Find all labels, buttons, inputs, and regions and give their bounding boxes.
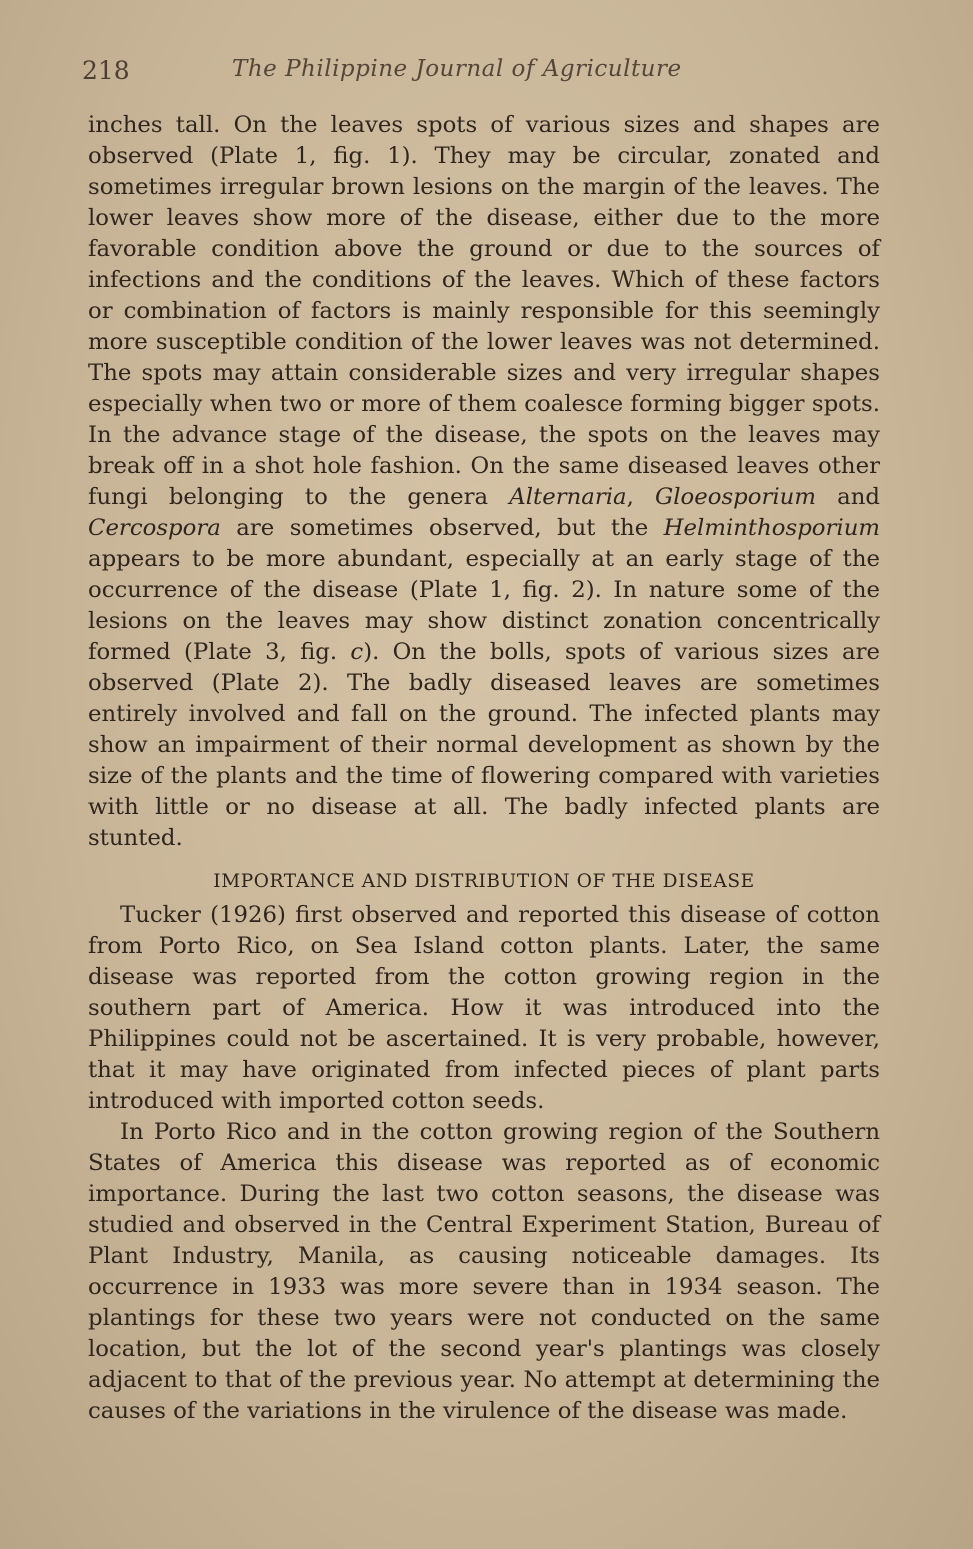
paragraph-importance: In Porto Rico and in the cotton growing region of the Southern States of America this disease was reported as of economic importance. During the last two cotton seasons, the disease was studied and observed in the Central Experiment Station, Bureau of Plant Industry, Manila, as causing noticeable damages. Its occurrence in 1933 was more severe than in 1934 season. The plantings for these two years were not conducted on the same location, but the lot of the second year's plantings was closely adjacent to that of the previous year. No attempt at determining the causes of the variations in the virulence of the disease was made. bbox=[88, 1119, 880, 1424]
genus-name: Helminthosporium bbox=[663, 515, 880, 541]
running-title: The Philippine Journal of Agriculture bbox=[232, 56, 682, 82]
paragraph-history: Tucker (1926) first observed and reported this disease of cotton from Porto Rico, on Sea Island cotton plants. Later, the same disease was reported from the cotton growing region in the southern part of America. How it was introduced into the Philippines could not be ascertained. It is very probable, however, that it may have originated from infected pieces of plant parts introduced with imported cotton seeds. bbox=[88, 902, 880, 1114]
genus-name: Alternaria bbox=[509, 484, 627, 510]
page-number: 218 bbox=[82, 56, 130, 85]
text-run: are sometimes observed, but the bbox=[220, 515, 664, 541]
text-run: , bbox=[626, 484, 656, 510]
figure-letter: c bbox=[350, 639, 364, 665]
body-text bbox=[88, 110, 880, 1427]
text-run: and bbox=[815, 484, 880, 510]
genus-name: Cercospora bbox=[88, 515, 221, 541]
text-run: appears to be more abundant, especially at an early stage of the occurrence of the disease (Plate 1, fig. 2). In nature some of the lesions on the leaves may show distinct zonation concentrically formed (Plate 3, fig. bbox=[88, 546, 880, 665]
page-header bbox=[82, 52, 882, 92]
text-run: ). On the bolls, spots of various sizes are observed (Plate 2). The badly diseased leaves are sometimes entirely involved and fall on the ground. The infected plants may show an impairment of their normal development as shown by the size of the plants and the time of flowering compared with varieties with little or no disease at all. The badly infected plants are stunted. bbox=[88, 639, 881, 851]
section-heading: IMPORTANCE AND DISTRIBUTION OF THE DISEASE bbox=[213, 871, 755, 892]
text-run: inches tall. On the leaves spots of various sizes and shapes are observed (Plate 1, fig. 1). They may be circular, zonated and sometimes irregular brown lesions on the margin of the leaves. The lower leaves show more of the disease, either due to the more favorable condition above the ground or due to the sources of infections and the conditions of the leaves. Which of these factors or combination of factors is mainly responsible for this seemingly more susceptible condition of the lower leaves was not determined. The spots may attain considerable sizes and very irregular shapes especially when two or more of them coalesce forming bigger spots. In the advance stage of the disease, the spots on the leaves may break off in a shot hole fashion. On the same diseased leaves other fungi belonging to the genera bbox=[88, 112, 880, 510]
genus-name: Gloeosporium bbox=[655, 484, 816, 510]
paragraph-symptoms bbox=[88, 110, 880, 854]
